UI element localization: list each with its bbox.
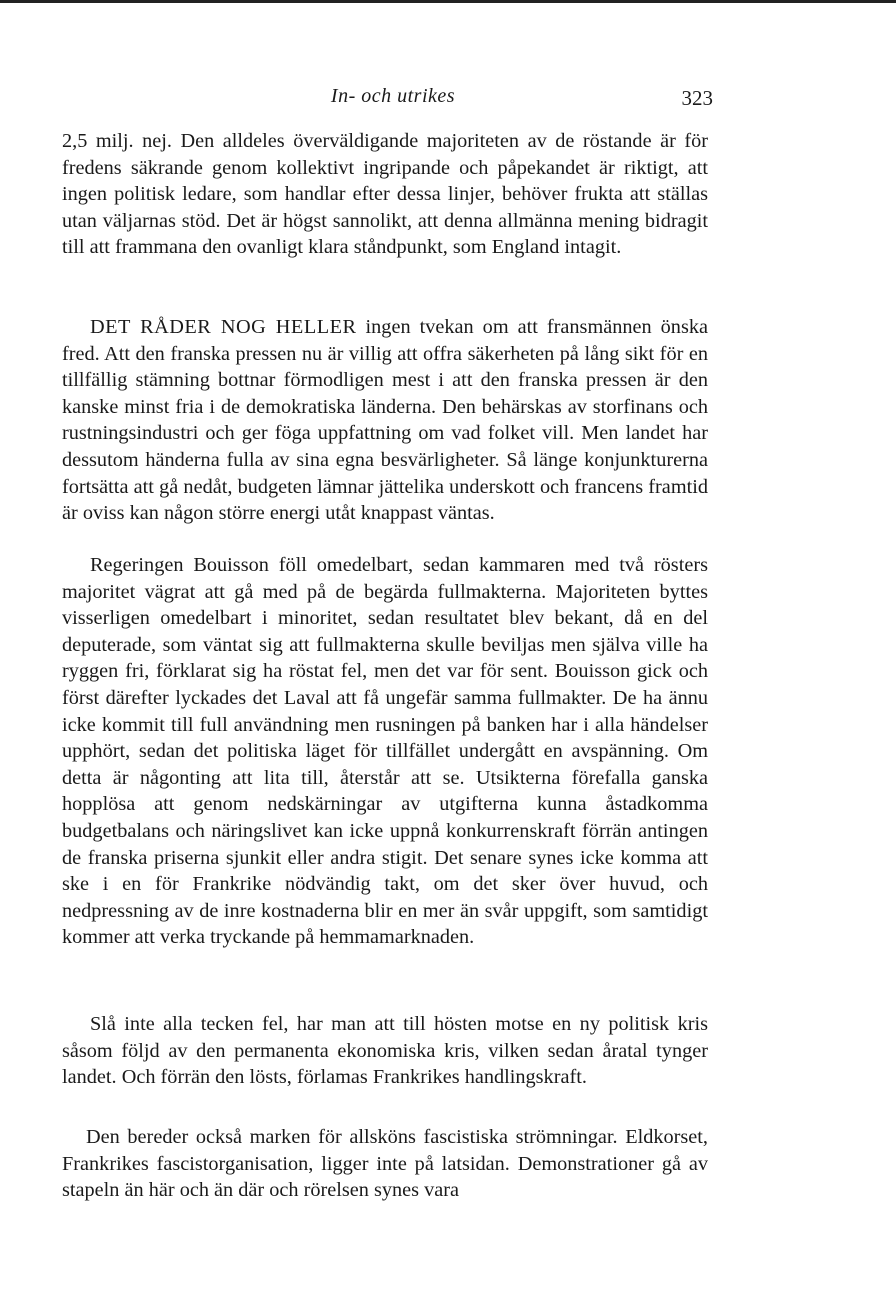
paragraph-2-text: ingen tvekan om att fransmännen önska fred. Att den franska pressen nu är villig att offra säkerheten på lång sikt för en tillfällig stämning bottnar förmodligen mest i att den franska pressen är den kanske minst fria i de demokratiska länderna. Den behärskas av storfinans och rustningsindustri och ger föga uppfattning om vad folket vill. Men landet har dessutom händerna fulla av sina egna besvärligheter. Så länge konjunkturerna fortsätta att gå nedåt, budgeten lämnar jättelika underskott och francens framtid är oviss kan någon större energi utåt knappast väntas. <box>62 316 708 525</box>
section-lead-in: DET RÅDER NOG HELLER <box>90 316 357 338</box>
page-number: 323 <box>681 86 713 110</box>
paragraph-5: Den bereder också marken för allsköns fascistiska strömningar. Eldkorset, Frankrikes fascistorganisation, ligger inte på latsidan. Demonstrationer gå av stapeln än här och än där och rörelsen synes vara <box>62 1126 708 1202</box>
paragraph-2 <box>62 314 708 527</box>
running-title: In- och utrikes <box>330 85 456 107</box>
paragraph-4: Slå inte alla tecken fel, har man att till hösten motse en ny politisk kris såsom följd av den permanenta ekonomiska kris, vilken sedan åratal tynger landet. Och förrän den lösts, förlamas Frankrikes handlingskraft. <box>62 1013 708 1089</box>
paragraph-1: 2,5 milj. nej. Den alldeles överväldigande majoriteten av de röstande är för fredens säkrande genom kollektivt ingripande och påpekandet är riktigt, att ingen politisk ledare, som handlar efter dessa linjer, behöver frukta att ställas utan väljarnas stöd. Det är högst sannolikt, att denna allmänna mening bidragit till att frammana den ovanligt klara ståndpunkt, som England intagit. <box>62 130 708 259</box>
scan-top-edge <box>0 0 896 3</box>
paragraph-3: Regeringen Bouisson föll omedelbart, sedan kammaren med två rösters majoritet vägrat att gå med på de begärda fullmakterna. Majoriteten byttes visserligen omedelbart i minoritet, sedan resultatet blev bekant, då en del deputerade, som väntat sig att fullmakterna skulle beviljas men själva ville ha ryggen fri, förklarat sig ha röstat fel, men det var för sent. Bouisson gick och först därefter lyckades det Laval att få ungefär samma fullmakter. De ha ännu icke kommit till full användning men rusningen på banken har i alla händelser upphört, sedan det politiska läget för tillfället undergått en avspänning. Om detta är någonting att lita till, återstår att se. Utsikterna förefalla ganska hopplösa att genom nedskärningar av utgifterna kunna åstadkomma budgetbalans och näringslivet kan icke uppnå konkurrenskraft förrän antingen de franska priserna sjunkit eller andra stigit. Det senare synes icke komma att ske i en för Frankrike nödvändig takt, om det sker över huvud, och nedpressning av de inre kostnaderna blir en mer än svår uppgift, som samtidigt kommer att verka tryckande på hemmamarknaden. <box>62 554 708 949</box>
